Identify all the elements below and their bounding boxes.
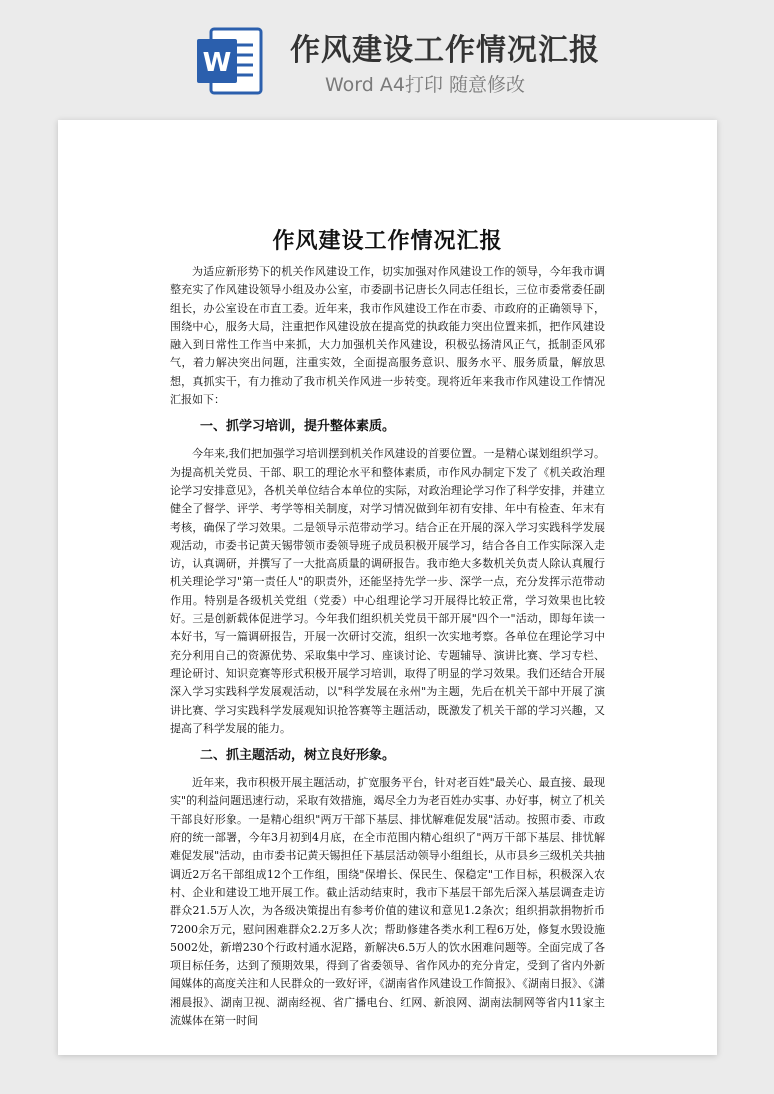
- document-title: 作风建设工作情况汇报: [272, 229, 503, 254]
- section-paragraph-2: 近年来，我市积极开展主题活动，扩宽服务平台，针对老百姓"最关心、最直接、最现实"的利益问题迅速行动，采取有效措施，竭尽全力为老百姓办实事、办好事，树立了机关干部良好形象。一是精心组织"两万干部下基层、排忧解难促发展"活动。按照市委、市政府的统一部署，今年3月初到4月底，在全市范围内精心组织了"两万干部下基层、排忧解难促发展"活动，由市委书记黄天锡担任下基层活动领导小组组长，从市县乡三级机关共抽调近2万名干部组成12个工作组，围绕"保增长、保民生、保稳定"工作目标，积极深入农村、企业和建设工地开展工作。截止活动结束时，我市下基层干部先后深入基层调查走访群众21.5万人次，为各级决策提出有参考价值的建议和意见1.2条次；组织捐款捐物折币7200余万元，慰问困难群众2.2万多人次；帮助修建各类水利工程6万处，修复水毁设施5002处，新增230个行政村通水泥路，新解决6.5万人的饮水困难问题等。全面完成了各项目标任务，达到了预期效果，得到了省委领导、省作风办的充分肯定，受到了省内外新闻媒体的高度关注和人民群众的一致好评，《湖南省作风建设工作简报》、《湖南日报》、《潇湘晨报》、湖南卫视、湖南经视、省广播电台、红网、新浪网、湖南法制网等省内11家主流媒体在第一时间: [170, 776, 605, 1027]
- section-heading-1: 一、抓学习培训，提升整体素质。: [200, 419, 396, 435]
- document-body: [170, 224, 605, 1030]
- intro-paragraph: 为适应新形势下的机关作风建设工作，切实加强对作风建设工作的领导，今年我市调整充实了作风建设领导小组及办公室，市委副书记唐长久同志任组长，三位市委常委任副组长，办公室设在市直工委。近年来，我市作风建设工作在市委、市政府的正确领导下，围绕中心，服务大局，注重把作风建设放在提高党的执政能力突出位置来抓，把作风建设融入到日常性工作当中来抓，大力加强机关作风建设，积极弘扬清风正气，抵制歪风邪气，着力解决突出问题，注重实效，全面提高服务意识、服务水平、服务质量，解放思想，真抓实干，有力推动了我市机关作风进一步转变。现将近年来我市作风建设工作情况汇报如下：: [170, 265, 605, 407]
- word-doc-icon: [193, 25, 265, 97]
- banner: [0, 0, 774, 110]
- word-icon-letter: W: [202, 48, 232, 78]
- section-paragraph-1: 今年来,我们把加强学习培训摆到机关作风建设的首要位置。一是精心谋划组织学习。为提高机关党员、干部、职工的理论水平和整体素质，市作风办制定下发了《机关政治理论学习安排意见》，各机关单位结合本单位的实际，对政治理论学习作了科学安排，并建立健全了督学、评学、考学等相关制度，对学习情况做到年初有安排、年中有检查、年末有考核，确保了学习效果。二是领导示范带动学习。结合正在开展的深入学习实践科学发展观活动，市委书记黄天锡带领市委领导班子成员积极开展学习，结合各自工作实际深入走访，认真调研，并撰写了一大批高质量的调研报告。我市绝大多数机关负责人除认真履行机关理论学习"第一责任人"的职责外，还能坚持先学一步、深学一点，充分发挥示范带动作用。特别是各级机关党组（党委）中心组理论学习开展得比较正常，学习效果也比较好。三是创新载体促进学习。今年我们组织机关党员干部开展"四个一"活动，即每年读一本好书，写一篇调研报告，开展一次研讨交流，组织一次实地考察。各单位在理论学习中充分利用自己的资源优势、采取集中学习、座谈讨论、专题辅导、演讲比赛、学习专栏、理论研讨、知识竞赛等形式积极开展学习培训，取得了明显的学习效果。我们还结合开展深入学习实践科学发展观活动，以"科学发展在永州"为主题，先后在机关干部中开展了演讲比赛、学习实践科学发展观知识抢答赛等主题活动，既激发了机关干部的学习兴趣，又提高了科学发展的能力。: [170, 447, 605, 735]
- section-heading-2: 二、抓主题活动，树立良好形象。: [200, 748, 396, 764]
- document-page: [58, 120, 717, 1055]
- banner-title: 作风建设工作情况汇报: [290, 33, 600, 68]
- banner-subtitle: Word A4打印 随意修改: [325, 74, 526, 96]
